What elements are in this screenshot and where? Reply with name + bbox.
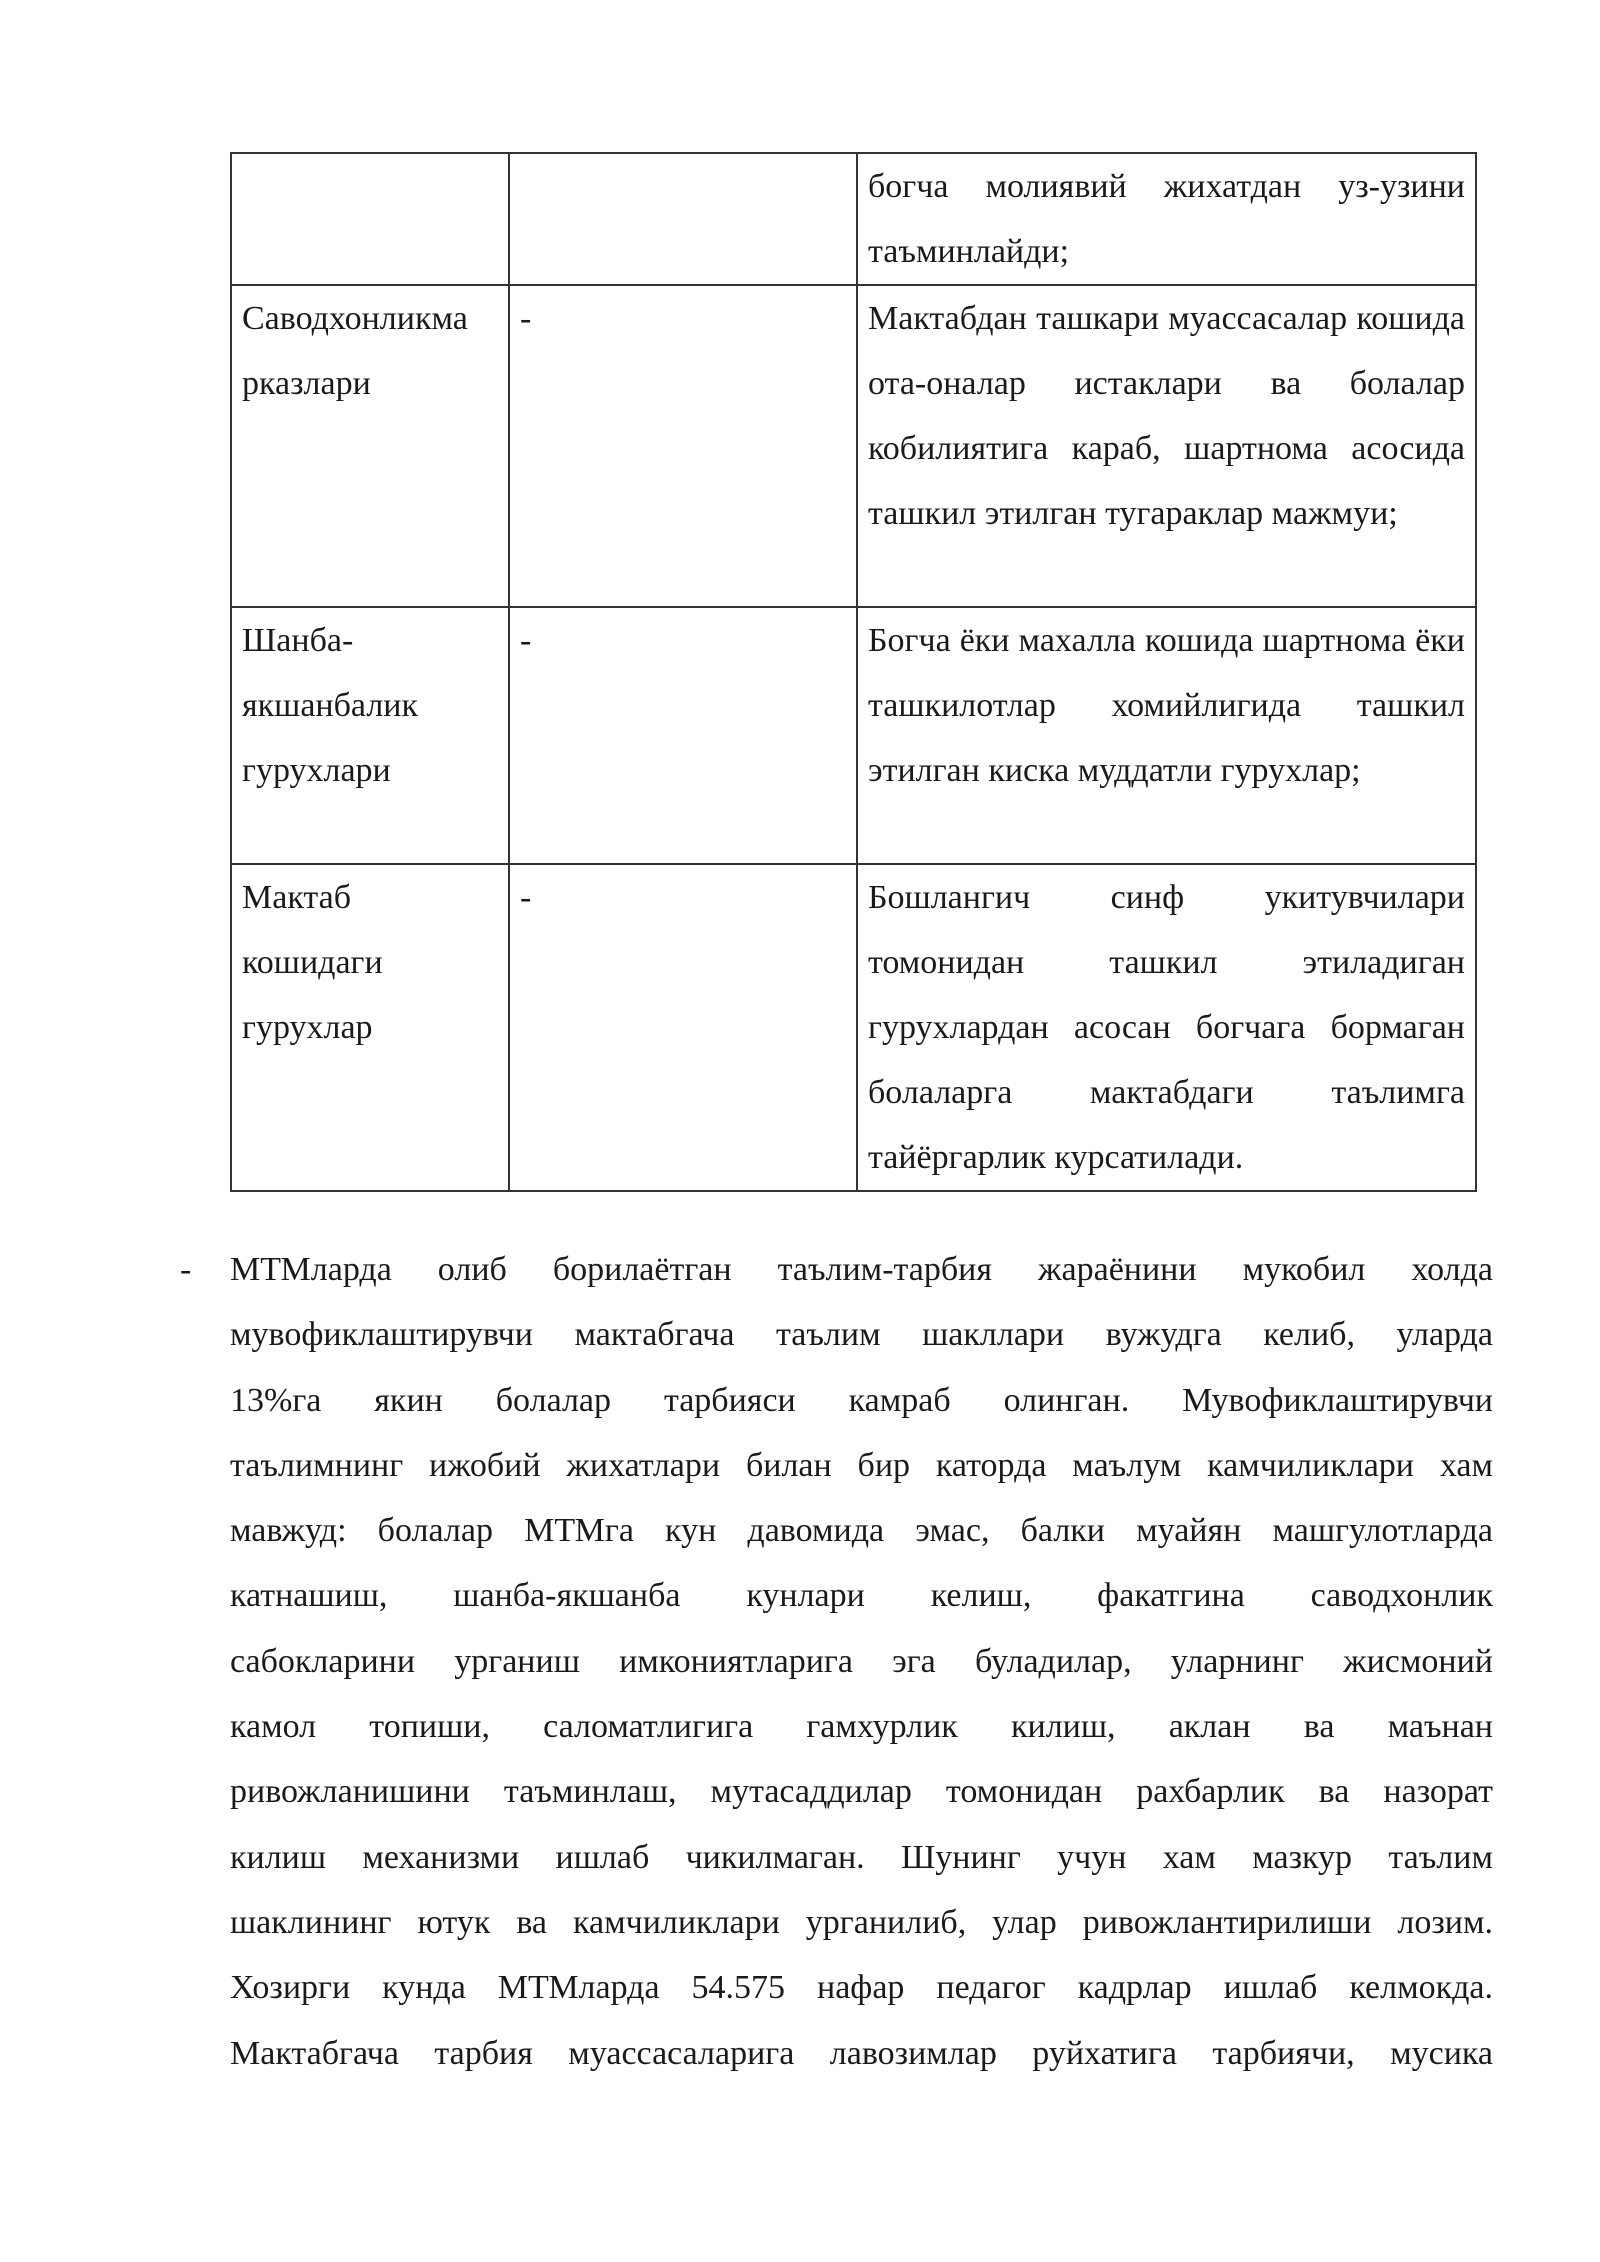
table-row — [231, 153, 1476, 285]
form-name-line: кошидаги — [242, 944, 383, 981]
paragraph-line: камол топиши, саломатлигига гамхурлик килиш, аклан ва маънан — [230, 1708, 1493, 1746]
form-name-line: рказлари — [242, 365, 371, 402]
table-cell-form-name — [231, 285, 509, 607]
paragraph-line: таълимнинг ижобий жихатлари билан бир каторда маълум камчиликлари хам — [230, 1446, 1493, 1484]
paragraph-line: 13%га якин болалар тарбияси камраб олинган. Мувофиклаштирувчи — [230, 1381, 1493, 1419]
form-name-line: гурухлари — [242, 752, 391, 789]
education-forms-table — [230, 152, 1477, 1192]
table-cell-form-name — [231, 864, 509, 1191]
form-name-line: якшанбалик — [242, 687, 418, 724]
table-cell-middle: - — [509, 285, 857, 607]
table-cell-form-name — [231, 607, 509, 864]
paragraph-line: Мактабгача тарбия муассасаларига лавозимлар руйхатига тарбиячи, мусика — [230, 2034, 1493, 2072]
paragraph-line: мавжуд: болалар МТМга кун давомида эмас, балки муайян машгулотларда — [230, 1512, 1493, 1550]
table-cell-form-name — [231, 153, 509, 285]
form-name-line: Мактаб — [242, 879, 352, 916]
table-cell-middle: - — [509, 864, 857, 1191]
paragraph-line: МТМларда олиб борилаётган таълим-тарбия жараёнини мукобил холда — [230, 1251, 1493, 1288]
paragraph-line: шаклининг ютук ва камчиликлари урганилиб, улар ривожлантирилиши лозим. — [230, 1903, 1493, 1941]
form-name-line: Саводхонликма — [242, 300, 468, 337]
paragraph-line: ривожланишини таъминлаш, мутасаддилар томонидан рахбарлик ва назорат — [230, 1773, 1493, 1811]
paragraph-line: килиш механизми ишлаб чикилмаган. Шунинг учун хам мазкур таълим — [230, 1838, 1493, 1876]
form-name-line: гурухлар — [242, 1009, 373, 1046]
paragraph-line: катнашиш, шанба-якшанба кунлари келиш, факатгина саводхонлик — [230, 1577, 1493, 1615]
form-name-line: Шанба- — [242, 622, 354, 659]
table-cell-middle: - — [509, 607, 857, 864]
table-cell-description: Богча ёки махалла кошида шартнома ёки ташкилотлар хомийлигида ташкил этилган киска муддатли гурухлар; — [857, 607, 1476, 864]
table-cell-description: богча молиявий жихатдан уз-узини таъминлайди; — [857, 153, 1476, 285]
paragraph-line: мувофиклаштирувчи мактабгача таълим шакллари вужудга келиб, уларда — [230, 1316, 1493, 1354]
paragraph-line: Хозирги кунда МТМларда 54.575 нафар педагог кадрлар ишлаб келмокда. — [230, 1969, 1493, 2007]
table-row — [231, 864, 1476, 1191]
table-cell-description: Бошлангич синф укитувчилари томонидан ташкил этиладиган гурухлардан асосан богчага бормаган болаларга мактабдаги таълимга тайёргарлик курсатилади. — [857, 864, 1476, 1191]
table-row — [231, 607, 1476, 864]
bullet-dash: - — [180, 1251, 192, 1288]
table-cell-description: Мактабдан ташкари муассасалар кошида ота-оналар истаклари ва болалар кобилиятига караб, шартнома асосида ташкил этилган тугараклар мажмуи; — [857, 285, 1476, 607]
paragraph-line: сабокларини урганиш имкониятларига эга буладилар, уларнинг жисмоний — [230, 1642, 1493, 1680]
body-paragraph — [230, 1237, 1493, 2086]
table-row — [231, 285, 1476, 607]
table-cell-middle — [509, 153, 857, 285]
